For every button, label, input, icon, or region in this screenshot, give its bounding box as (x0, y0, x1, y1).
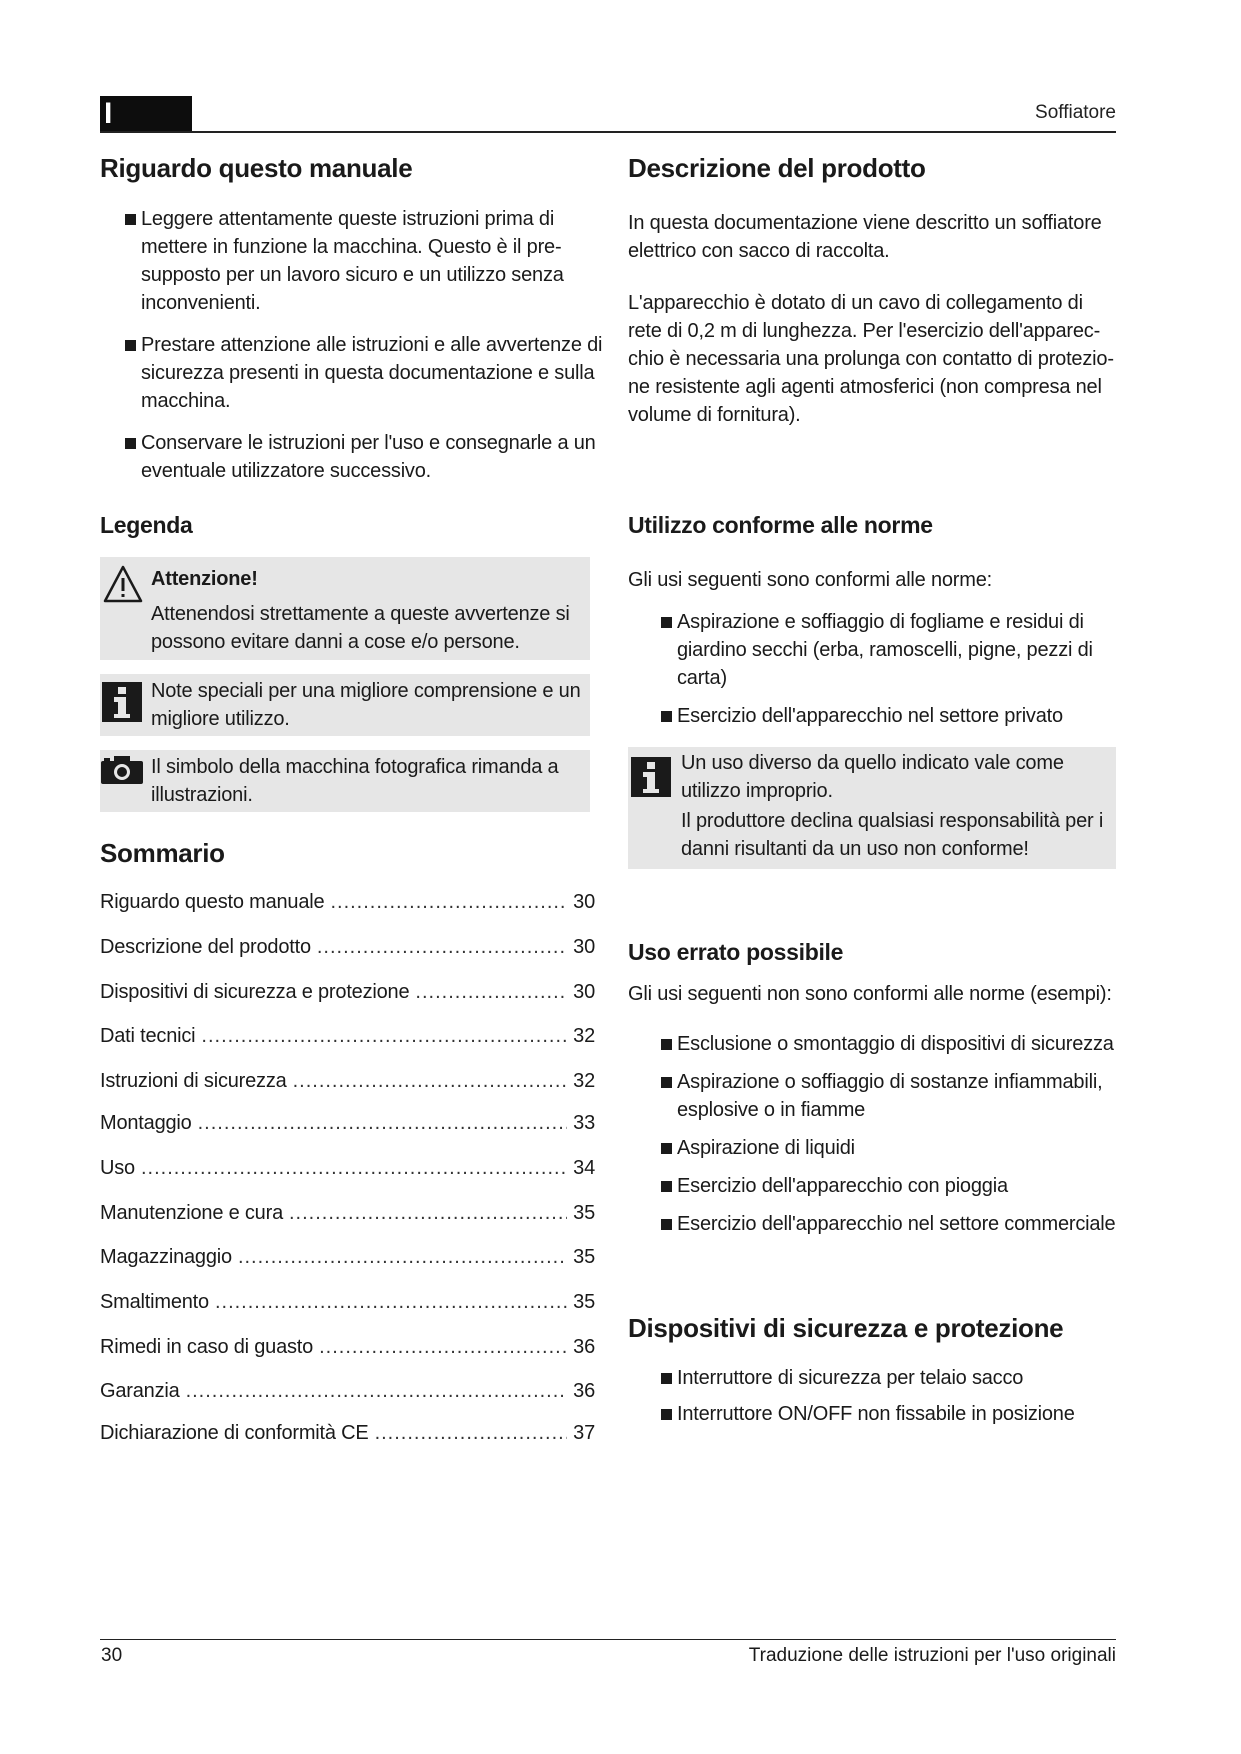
description-para-1: In questa documentazione viene descritto un soffiatore elettrico con sacco di raccolta. (628, 212, 1102, 262)
list-item: Aspirazione e soffiaggio di fogliame e residui di giardino secchi (erba, ramoscelli, pigne, pezzi di carta) (636, 608, 1116, 692)
warning-triangle-icon (103, 565, 143, 603)
info-text: Note speciali per una migliore comprensione e un migliore utilizzo. (151, 680, 581, 730)
list-item: Conservare le istruzioni per l'uso e consegnarle a un eventuale utilizzatore successivo. (100, 429, 610, 485)
list-item: Aspirazione o soffiaggio di sostanze infiammabili, esplosive o in fiamme (636, 1068, 1136, 1124)
camera-text: Il simbolo della macchina fotografica rimanda a illustrazioni. (151, 756, 559, 806)
info-icon (102, 682, 142, 722)
toc-heading: Sommario (100, 838, 225, 868)
list-item: Aspirazione di liquidi (636, 1134, 1136, 1162)
camera-icon (101, 756, 143, 784)
description-para-2: L'apparecchio è dotato di un cavo di collegamento di rete di 0,2 m di lunghezza. Per l'esercizio dell'apparec-chio è necessaria una prolunga con contatto di protezio-ne resistente agli agenti atmosferici (non compresa nel volume di fornitura). (628, 292, 1114, 426)
list-item: Esercizio dell'apparecchio nel settore commerciale (636, 1210, 1136, 1238)
list-item: Leggere attentamente queste istruzioni prima di mettere in funzione la macchina. Questo è il pre-supposto per un lavoro sicuro e un utilizzo senza inconvenienti. (100, 205, 610, 317)
intended-use-list (636, 608, 1116, 730)
description-heading: Descrizione del prodotto (628, 153, 926, 183)
info-icon (631, 757, 671, 797)
page-number: 30 (101, 1645, 123, 1666)
warning-title: Attenzione! (151, 568, 258, 590)
misuse-list (636, 1030, 1136, 1238)
toc-entry[interactable]: Garanzia ..... 36 (100, 1380, 595, 1403)
misuse-note-line1: Un uso diverso da quello indicato vale come utilizzo improprio. (681, 752, 1064, 802)
safety-devices-heading: Dispositivi di sicurezza e protezione (628, 1313, 1064, 1343)
manual-list (100, 205, 610, 485)
toc-entry[interactable]: Istruzioni di sicurezza ..... 32 (100, 1070, 595, 1093)
toc-entry[interactable]: Manutenzione e cura ..... 35 (100, 1202, 595, 1225)
section-letter: I (104, 97, 113, 130)
intended-use-heading: Utilizzo conforme alle norme (628, 512, 933, 538)
toc-entry[interactable]: Dispositivi di sicurezza e protezione ..... 30 (100, 981, 595, 1004)
header-title: Soffiatore (1035, 102, 1116, 123)
footer-note: Traduzione delle istruzioni per l'uso originali (748, 1645, 1116, 1666)
legend-heading: Legenda (100, 512, 193, 538)
misuse-intro: Gli usi seguenti non sono conformi alle norme (esempi): (628, 983, 1112, 1005)
toc-entry[interactable]: Dichiarazione di conformità CE ..... 37 (100, 1422, 595, 1445)
section-tab (100, 96, 192, 132)
list-item: Esclusione o smontaggio di dispositivi di sicurezza (636, 1030, 1136, 1058)
toc-entry[interactable]: Smaltimento ..... 35 (100, 1291, 595, 1314)
list-item: Esercizio dell'apparecchio nel settore privato (636, 702, 1116, 730)
info-box (100, 674, 590, 736)
misuse-heading: Uso errato possibile (628, 939, 844, 965)
camera-box (100, 750, 590, 812)
misuse-info-box (628, 747, 1116, 869)
toc-entry[interactable]: Magazzinaggio ..... 35 (100, 1246, 595, 1269)
toc-entry[interactable]: Montaggio ..... 33 (100, 1112, 595, 1135)
list-item: Interruttore di sicurezza per telaio sacco (636, 1364, 1136, 1392)
list-item: Esercizio dell'apparecchio con pioggia (636, 1172, 1136, 1200)
toc-entry[interactable]: Dati tecnici ..... 32 (100, 1025, 595, 1048)
footer-rule (100, 1639, 1116, 1640)
safety-devices-list (636, 1364, 1136, 1428)
intended-use-intro: Gli usi seguenti sono conformi alle norme: (628, 569, 993, 591)
toc-entry[interactable]: Rimedi in caso di guasto ..... 36 (100, 1336, 595, 1359)
misuse-note-line2: Il produttore declina qualsiasi responsabilità per i danni risultanti da un uso non conforme! (681, 810, 1104, 860)
header-rule (100, 131, 1116, 133)
toc-entry[interactable]: Uso ..... 34 (100, 1157, 595, 1180)
toc-entry[interactable]: Descrizione del prodotto ..... 30 (100, 936, 595, 959)
list-item: Prestare attenzione alle istruzioni e alle avvertenze di sicurezza presenti in questa documentazione e sulla macchina. (100, 331, 610, 415)
warning-box (100, 557, 590, 660)
toc-entry[interactable]: Riguardo questo manuale ..... 30 (100, 891, 595, 914)
manual-heading: Riguardo questo manuale (100, 153, 413, 183)
list-item: Interruttore ON/OFF non fissabile in posizione (636, 1400, 1136, 1428)
warning-text: Attenendosi strettamente a queste avvertenze si possono evitare danni a cose e/o persone. (151, 603, 570, 653)
